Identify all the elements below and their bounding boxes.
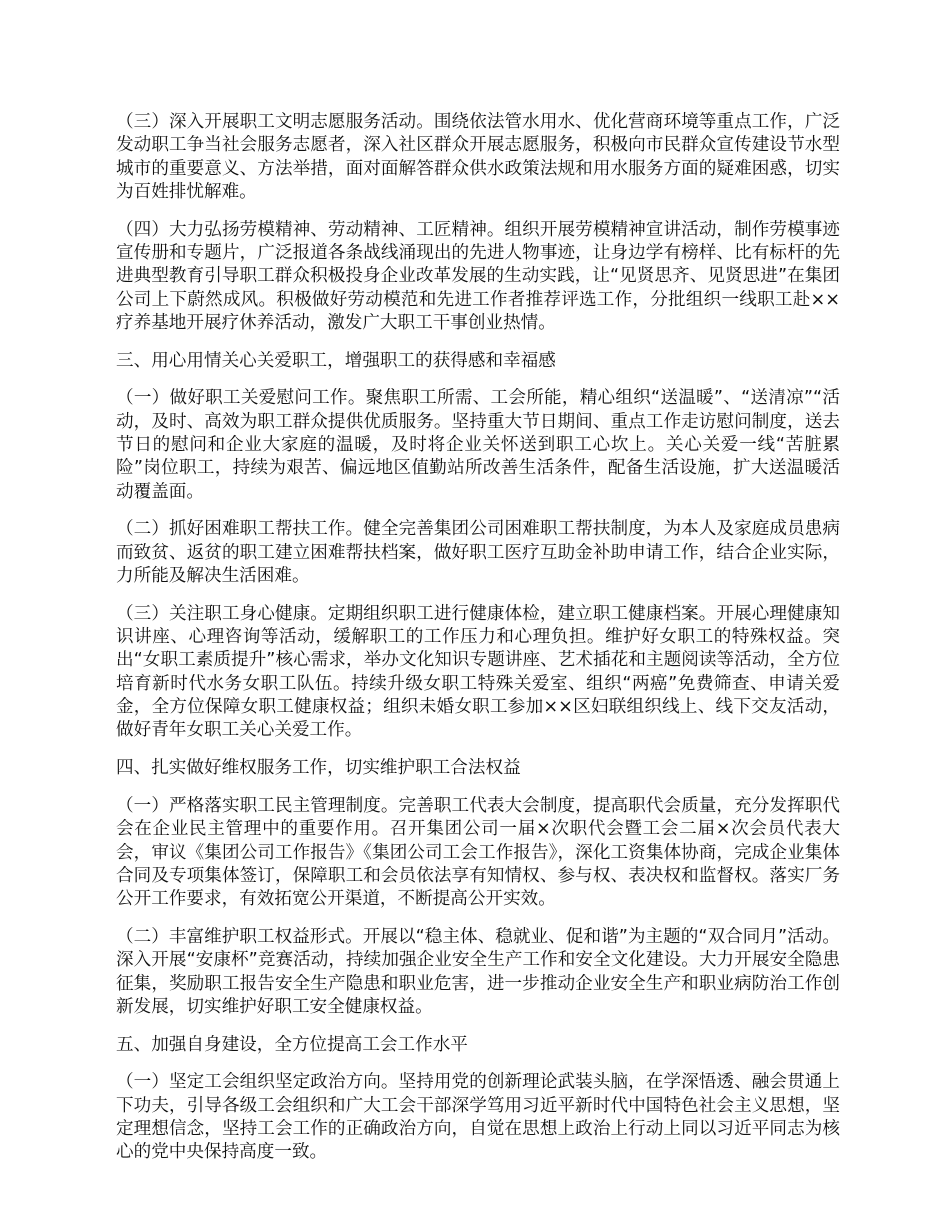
section-heading-care: 三、用心用情关心关爱职工，增强职工的获得感和幸福感 <box>116 350 556 371</box>
section-heading-self-building: 五、加强自身建设，全方位提高工会工作水平 <box>116 1034 468 1055</box>
paragraph-volunteer-service: （三）深入开展职工文明志愿服务活动。围绕依法管水用水、优化营商环境等重点工作，广泛发动职工争当社会服务志愿者，深入社区群众开展志愿服务，积极向市民群众宣传建设节水型城市的重要意义、方法举措，面对面解答群众供水政策法规和用水服务方面的疑难困惑，切实为百姓排忧解难。 <box>116 112 840 202</box>
section-heading-rights: 四、扎实做好维权服务工作，切实维护职工合法权益 <box>116 758 521 779</box>
paragraph-model-worker-spirit: （四）大力弘扬劳模精神、劳动精神、工匠精神。组织开展劳模精神宣讲活动，制作劳模事迹宣传册和专题片，广泛报道各条战线涌现出的先进人物事迹，让身边学有榜样、比有标杆的先进典型教育引导职工群众积极投身企业改革发展的生动实践，让“见贤思齐、见贤思进”在集团公司上下蔚然成风。积极做好劳动模范和先进工作者推荐评选工作，分批组织一线职工赴××疗养基地开展疗休养活动，激发广大职工干事创业热情。 <box>116 219 840 333</box>
paragraph-health: （三）关注职工身心健康。定期组织职工进行健康体检，建立职工健康档案。开展心理健康知识讲座、心理咨询等活动，缓解职工的工作压力和心理负担。维护好女职工的特殊权益。突出“女职工素质提升”核心需求，举办文化知识专题讲座、艺术插花和主题阅读等活动，全方位培育新时代水务女职工队伍。持续升级女职工特殊关爱室、组织“两癌”免费筛查、申请关爱金，全方位保障女职工健康权益；组织未婚女职工参加××区妇联组织线上、线下交友活动，做好青年女职工关心关爱工作。 <box>116 603 840 741</box>
paragraph-democratic-management: （一）严格落实职工民主管理制度。完善职工代表大会制度，提高职代会质量，充分发挥职代会在企业民主管理中的重要作用。召开集团公司一届×次职代会暨工会二届×次会员代表大会，审议《集团公司工作报告》《集团公司工会工作报告》，深化工资集体协商，完成企业集体合同及专项集体签订，保障职工和会员依法享有知情权、参与权、表决权和监督权。落实厂务公开工作要求，有效拓宽公开渠道，不断提高公开实效。 <box>116 795 840 910</box>
paragraph-rights-protection: （二）丰富维护职工权益形式。开展以“稳主体、稳就业、促和谐”为主题的“双合同月”活动。深入开展“安康杯”竞赛活动，持续加强企业安全生产工作和安全文化建设。大力开展安全隐患征集，奖励职工报告安全生产隐患和职业危害，进一步推动企业安全生产和职业病防治工作创新发展，切实维护好职工安全健康权益。 <box>116 926 840 1017</box>
paragraph-hardship-assistance: （二）抓好困难职工帮扶工作。健全完善集团公司困难职工帮扶制度，为本人及家庭成员患病而致贫、返贫的职工建立困难帮扶档案，做好职工医疗互助金补助申请工作，结合企业实际，力所能及解决生活困难。 <box>116 519 840 587</box>
document-body <box>116 111 840 1179</box>
paragraph-care-visits: （一）做好职工关爱慰问工作。聚焦职工所需、工会所能，精心组织“送温暖”、“送清凉”“活动，及时、高效为职工群众提供优质服务。坚持重大节日期间、重点工作走访慰问制度，送去节日的慰问和企业大家庭的温暖，及时将企业关怀送到职工心坎上。关心关爱一线“苦脏累险”岗位职工，持续为艰苦、偏远地区值勤站所改善生活条件，配备生活设施，扩大送温暖活动覆盖面。 <box>116 388 840 502</box>
paragraph-political-direction: （一）坚定工会组织坚定政治方向。坚持用党的创新理论武装头脑，在学深悟透、融会贯通上下功夫，引导各级工会组织和广大工会干部深学笃用习近平新时代中国特色社会主义思想，坚定理想信念，坚持工会工作的正确政治方向，自觉在思想上政治上行动上同以习近平同志为核心的党中央保持高度一致。 <box>116 1072 840 1163</box>
